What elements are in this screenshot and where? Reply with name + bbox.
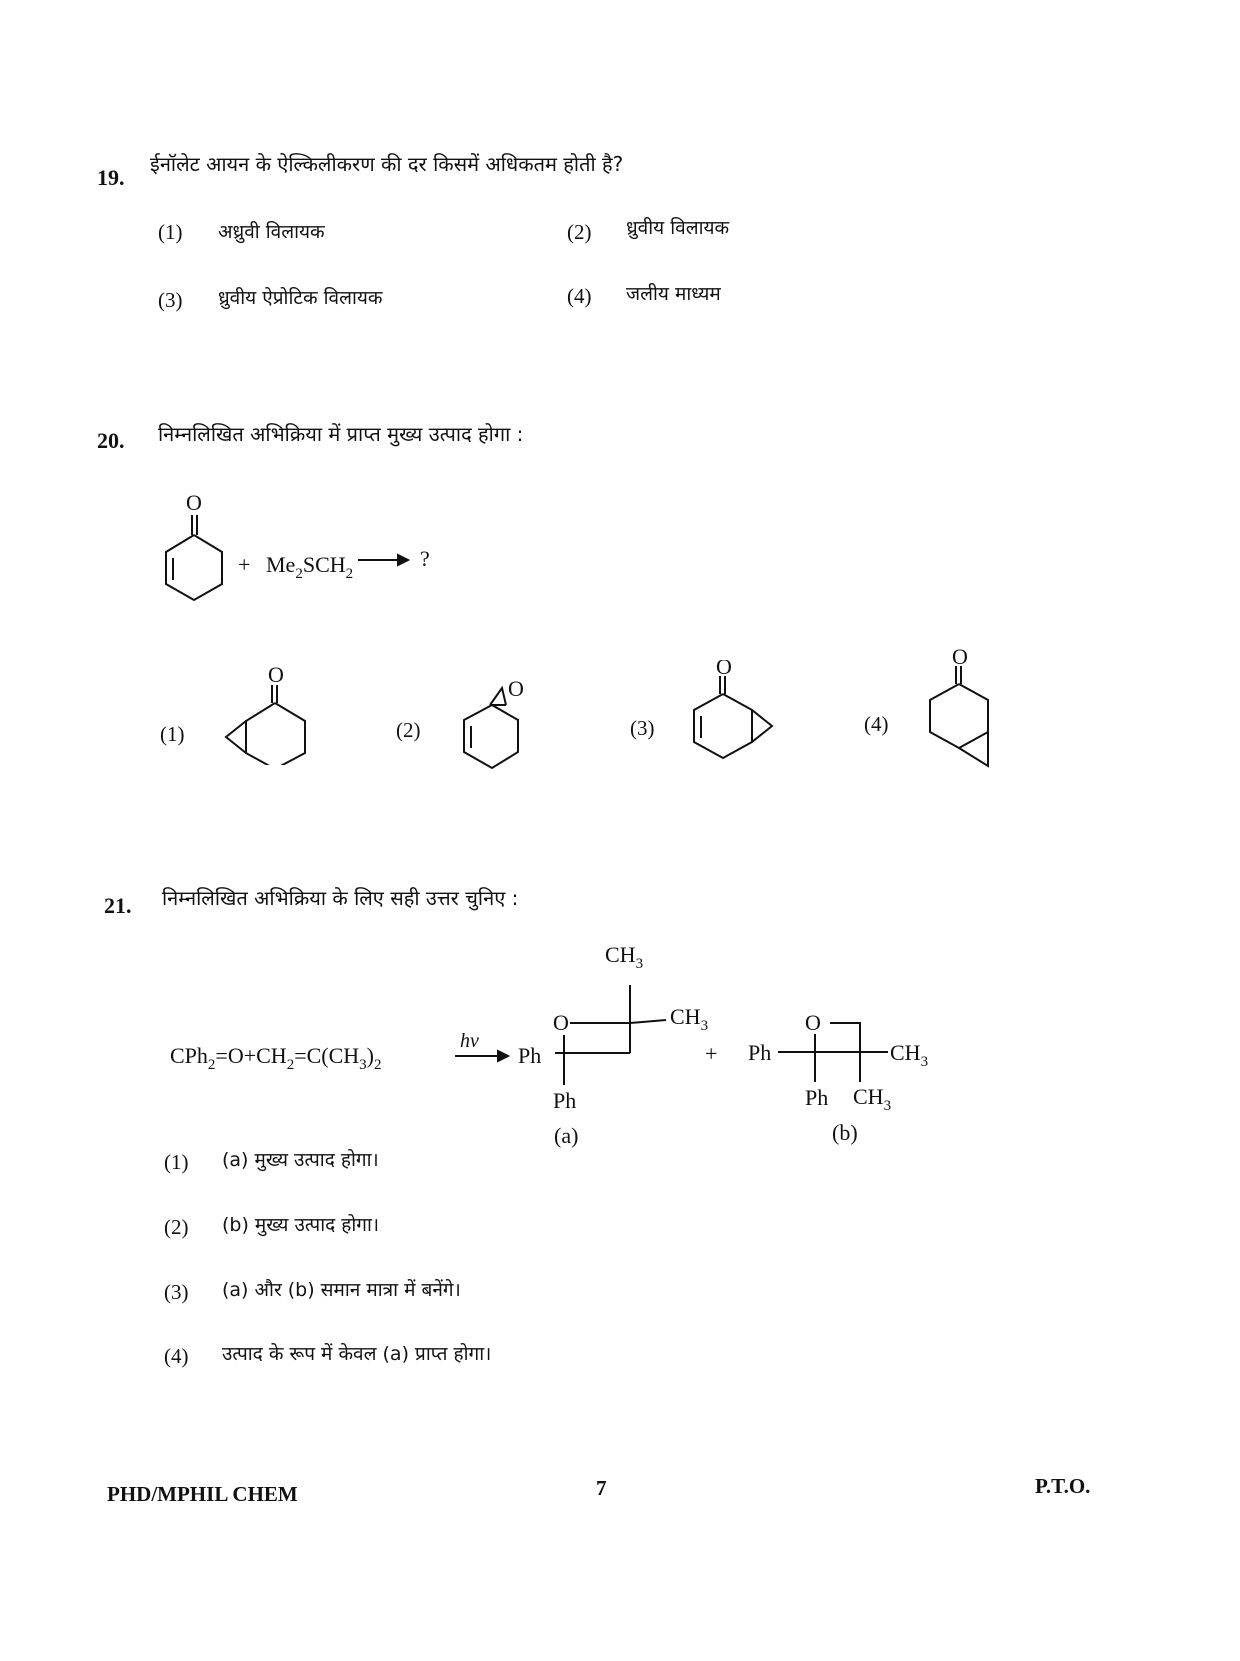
svg-text:O: O [805,1010,821,1035]
svg-text:CH3: $CH_3$ [670,1004,709,1034]
footer-pto: P.T.O. [1035,1474,1091,1498]
unknown-product: ? [420,546,430,571]
q20-option-4-number: (4) [864,712,889,736]
footer-course-code: PHD/MPHIL CHEM [107,1482,298,1506]
q21-option-2-number: (2) [164,1215,189,1239]
reagent-formula: $Me_2SCH_2$ [266,552,354,582]
q21-option-4-text: उत्पाद के रूप में केवल (a) प्राप्त होगा। [222,1343,492,1365]
q19-option-1-number: (1) [158,220,183,244]
q21-option-4-number: (4) [164,1344,189,1368]
q19-option-3-number: (3) [158,288,183,312]
svg-text:(a): (a) [554,1123,579,1148]
question-19-text: ईनॉलेट आयन के ऐल्किलीकरण की दर किसमें अधिकतम होती है? [150,152,624,176]
svg-text:CH3: $CH_3$ [890,1040,929,1070]
q19-option-4-number: (4) [567,284,592,308]
q20-option-3-number: (3) [630,716,655,740]
svg-text:Ph: Ph [518,1043,542,1068]
svg-text:CH3: $CH_3$ [605,942,644,972]
svg-text:Ph: Ph [805,1085,829,1110]
q21-reaction-arrow [455,1051,508,1061]
q19-option-2-text: ध्रुवीय विलायक [626,217,730,239]
q21-option-1-text: (a) मुख्य उत्पाद होगा। [222,1149,379,1171]
q20-option-4-structure [912,648,1022,768]
q21-reactants: $CPh_2=O+CH_2=C(CH_3)_2$ [170,1043,382,1073]
q19-option-3-text: ध्रुवीय ऐप्रोटिक विलायक [218,287,383,309]
q19-option-2-number: (2) [567,220,592,244]
reaction-arrow [358,555,408,565]
svg-text:O: O [716,660,732,679]
question-21-text: निम्नलिखित अभिक्रिया के लिए सही उत्तर चुनिए : [162,886,519,910]
q19-option-1-text: अध्रुवी विलायक [218,221,325,243]
reagent-plus: + [238,552,251,577]
svg-text:O: O [508,676,524,701]
q21-option-3-number: (3) [164,1280,189,1304]
question-21-number: 21. [104,893,132,918]
footer-page-number: 7 [596,1476,607,1500]
svg-text:Ph: Ph [553,1088,577,1113]
question-20-text: निम्नलिखित अभिक्रिया में प्राप्त मुख्य उत्पाद होगा : [158,422,524,446]
q21-option-2-text: (b) मुख्य उत्पाद होगा। [222,1214,380,1236]
q21-plus: + [705,1041,718,1066]
q20-option-1-number: (1) [160,722,185,746]
q20-option-1-structure [210,665,320,765]
q19-option-4-text: जलीय माध्यम [626,283,721,305]
question-19-number: 19. [97,165,125,190]
svg-text:Ph: Ph [748,1040,772,1065]
product-b-structure [748,1010,928,1145]
q20-option-2-structure [450,670,550,770]
q20-option-2-number: (2) [396,718,421,742]
product-a-structure [518,942,708,1148]
q21-option-1-number: (1) [164,1150,189,1174]
q21-option-3-text: (a) और (b) समान मात्रा में बनेंगे। [222,1279,461,1301]
hv-condition: hν [460,1030,479,1052]
q21-reaction-scheme [160,940,1040,1160]
svg-text:O: O [268,665,284,687]
cyclohexenone-structure [166,515,222,600]
carbonyl-oxygen: O [186,490,202,515]
question-20-number: 20. [97,428,125,453]
svg-text:(b): (b) [832,1120,858,1145]
q20-option-3-structure [680,660,790,760]
svg-text:CH3: $CH_3$ [853,1084,892,1114]
q20-reaction-scheme [140,490,480,610]
svg-text:O: O [553,1010,569,1035]
svg-text:O: O [952,648,968,669]
